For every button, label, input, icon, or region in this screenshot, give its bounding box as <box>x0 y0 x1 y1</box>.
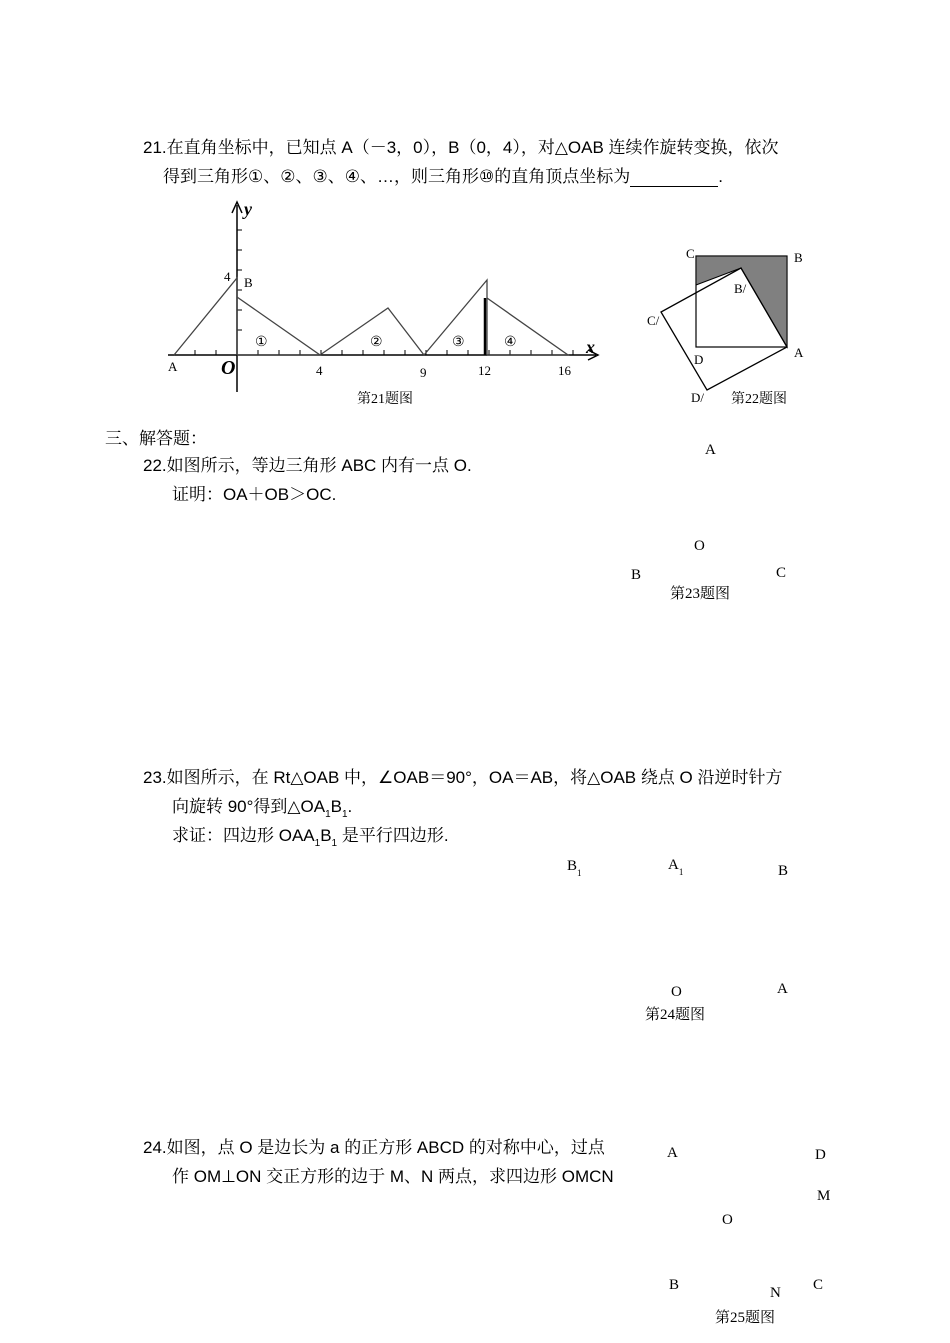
q22-line2: 证明：OA＋OB＞OC. <box>172 485 337 504</box>
q23-line2-text: 向旋转 90°得到△OA <box>172 797 326 816</box>
fig25-label-B: B <box>669 1277 680 1293</box>
fig23-label-A: A <box>705 442 716 458</box>
fig22-label-C1: C/ <box>647 313 660 328</box>
figure-22-caption: 第22题图 <box>731 392 787 407</box>
y-tick-4-label: 4 <box>224 269 231 284</box>
figure-21-caption: 第21题图 <box>357 392 413 407</box>
answer-blank[interactable] <box>630 172 718 187</box>
q23-line3-text: 是平行四边形. <box>337 826 449 845</box>
triangle-1 <box>237 297 320 355</box>
fig22-label-A: A <box>794 345 804 360</box>
q23-line3 <box>172 821 449 849</box>
fig25-label-A: A <box>667 1145 678 1161</box>
q22-line1: 22.如图所示，等边三角形 ABC 内有一点 O. <box>143 456 472 475</box>
subscript: 1 <box>577 868 582 878</box>
figure-24-caption: 第24题图 <box>645 1007 706 1023</box>
fig22-label-C: C <box>686 246 695 261</box>
figure-21 <box>160 195 610 415</box>
q23-line2-text: . <box>347 797 353 816</box>
triangle-label: ① <box>255 335 268 350</box>
fig24-label-A1 <box>668 857 684 877</box>
x-tick-label: 12 <box>478 363 491 378</box>
fig22-label-D1: D/ <box>691 390 704 405</box>
x-tick-label: 4 <box>316 363 323 378</box>
section-heading: 三、解答题： <box>105 429 207 448</box>
fig24-label-A1-text: A <box>668 857 679 873</box>
fig25-label-N: N <box>770 1285 781 1301</box>
fig24-label-O: O <box>671 984 682 1000</box>
fig25-label-M: M <box>817 1188 831 1204</box>
fig22-label-B1: B/ <box>734 281 747 296</box>
fig22-label-D: D <box>694 352 704 367</box>
q21-line2 <box>163 162 723 187</box>
q24-line2: 作 OM⊥ON 交正方形的边于 M、N 两点，求四边形 OMCN <box>172 1167 614 1186</box>
q23-line3-text: B <box>320 826 332 845</box>
subscript: 1 <box>341 809 348 820</box>
fig23-label-C: C <box>776 565 787 581</box>
origin-label: O <box>221 357 236 379</box>
subscript: 1 <box>325 809 331 820</box>
fig23-label-B: B <box>631 567 642 583</box>
triangle-label: ④ <box>504 335 517 350</box>
q23-line1: 23.如图所示，在 Rt△OAB 中，∠OAB＝90°，OA＝AB，将△OAB 绕点 O 沿逆时针方 <box>143 768 783 787</box>
triangle-OAB <box>174 278 237 355</box>
figure-25-caption: 第25题图 <box>715 1310 776 1326</box>
q21-line2-text: 得到三角形①、②、③、④、…，则三角形⑩的直角顶点坐标为 <box>163 167 631 186</box>
subscript: 1 <box>331 838 338 849</box>
triangle-label: ③ <box>452 335 465 350</box>
fig25-label-D: D <box>815 1147 826 1163</box>
fig25-label-C: C <box>813 1277 824 1293</box>
fig25-label-O: O <box>722 1212 733 1228</box>
point-B-label: B <box>244 275 253 290</box>
q21-line1: 21.在直角坐标中，已知点 A（－3，0），B（0，4），对△OAB 连续作旋转变换，依次 <box>143 138 779 157</box>
fig24-label-B: B <box>778 863 789 879</box>
triangle-4 <box>487 298 568 355</box>
x-tick-label: 16 <box>558 363 571 378</box>
point-A-label: A <box>168 359 178 374</box>
subscript: 1 <box>314 838 321 849</box>
y-axis-label: y <box>244 199 252 219</box>
q23-line3-text: 求证：四边形 OAA <box>172 826 315 845</box>
q23-line2-text: B <box>330 797 342 816</box>
subscript: 1 <box>678 867 684 877</box>
figure-23-caption: 第23题图 <box>670 586 731 602</box>
fig24-label-B1-text: B <box>567 858 578 874</box>
fig24-label-A: A <box>777 981 788 997</box>
fig22-label-B: B <box>794 250 803 265</box>
q24-line1: 24.如图，点 O 是边长为 a 的正方形 ABCD 的对称中心，过点 <box>143 1138 605 1157</box>
figure-22 <box>640 240 815 415</box>
q23-line2 <box>172 792 353 820</box>
fig23-label-O: O <box>694 538 705 554</box>
fig24-label-B1 <box>567 858 582 878</box>
x-axis-label: x <box>586 337 595 357</box>
triangle-label: ② <box>370 335 383 350</box>
q21-line2-end: . <box>718 167 723 186</box>
x-tick-label: 9 <box>420 365 427 380</box>
